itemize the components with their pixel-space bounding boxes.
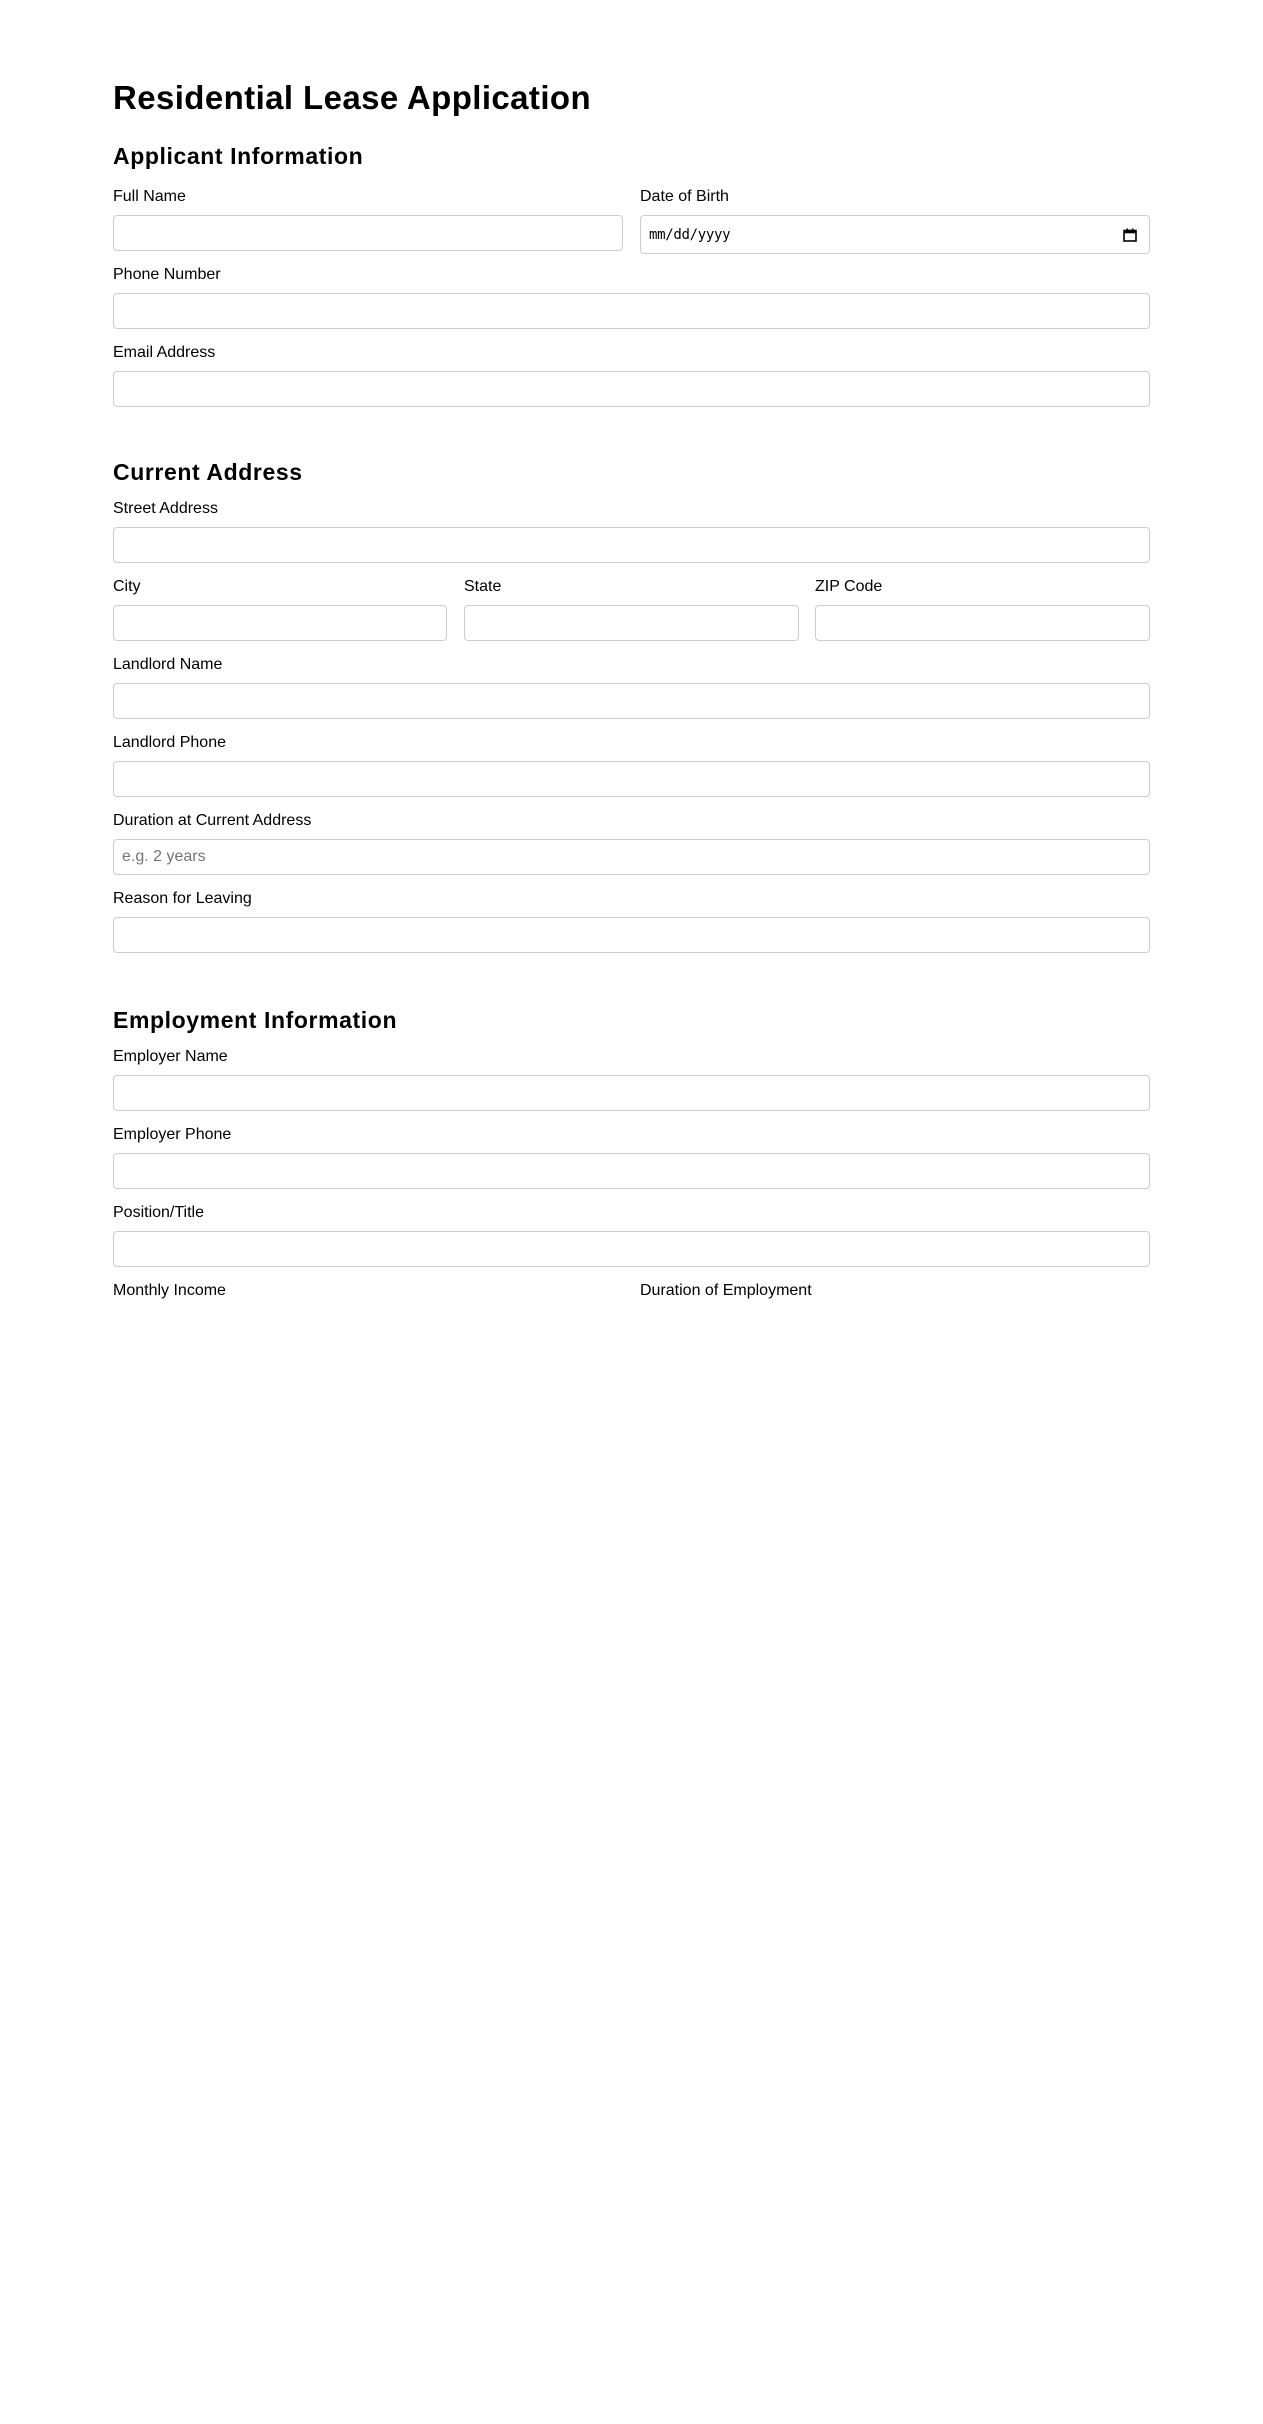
email-address-label: Email Address <box>113 344 216 361</box>
section-title-current-address: Current Address <box>113 459 303 485</box>
section-current-address <box>113 458 1150 486</box>
landlord-name-input[interactable] <box>113 683 1150 719</box>
duration-of-employment-label: Duration of Employment <box>640 1282 812 1299</box>
field-employer-phone <box>113 1125 1150 1145</box>
field-employer-name <box>113 1047 1150 1067</box>
section-title-employment: Employment Information <box>113 1007 398 1033</box>
duration-at-address-label: Duration at Current Address <box>113 812 312 829</box>
field-landlord-name <box>113 655 1150 675</box>
field-date-of-birth <box>640 187 1150 243</box>
zip-code-label: ZIP Code <box>815 578 883 595</box>
field-phone-number <box>113 265 1150 285</box>
page-title: Residential Lease Application <box>113 79 591 116</box>
state-input[interactable] <box>464 605 799 641</box>
employer-phone-label: Employer Phone <box>113 1126 232 1143</box>
field-reason-for-leaving <box>113 889 1150 909</box>
field-landlord-phone <box>113 733 1150 753</box>
phone-number-label: Phone Number <box>113 266 221 283</box>
section-employment-information <box>113 1006 1150 1034</box>
position-title-input[interactable] <box>113 1231 1150 1267</box>
full-name-label: Full Name <box>113 188 186 205</box>
city-input[interactable] <box>113 605 447 641</box>
field-email-address <box>113 343 1150 363</box>
landlord-name-label: Landlord Name <box>113 656 223 673</box>
landlord-phone-label: Landlord Phone <box>113 734 226 751</box>
reason-for-leaving-label: Reason for Leaving <box>113 890 252 907</box>
street-address-label: Street Address <box>113 500 218 517</box>
section-title-applicant: Applicant Information <box>113 143 364 169</box>
position-title-label: Position/Title <box>113 1204 204 1221</box>
date-of-birth-input[interactable] <box>640 215 1150 254</box>
field-street-address <box>113 499 1150 519</box>
city-label: City <box>113 578 141 595</box>
monthly-income-label: Monthly Income <box>113 1282 226 1299</box>
reason-for-leaving-input[interactable] <box>113 917 1150 953</box>
field-full-name <box>113 187 623 207</box>
field-duration-at-address <box>113 811 1150 831</box>
date-format-placeholder: mm/dd/yyyy <box>649 226 731 243</box>
field-duration-of-employment <box>640 1281 1150 1299</box>
date-of-birth-label: Date of Birth <box>640 188 729 205</box>
field-state <box>464 577 799 597</box>
field-city <box>113 577 447 597</box>
state-label: State <box>464 578 502 595</box>
section-applicant-information <box>113 142 1150 170</box>
field-zip-code <box>815 577 1150 597</box>
landlord-phone-input[interactable] <box>113 761 1150 797</box>
street-address-input[interactable] <box>113 527 1150 563</box>
full-name-input[interactable] <box>113 215 623 251</box>
calendar-icon[interactable] <box>1123 228 1137 242</box>
employer-name-label: Employer Name <box>113 1048 228 1065</box>
field-position-title <box>113 1203 1150 1223</box>
phone-number-input[interactable] <box>113 293 1150 329</box>
field-monthly-income <box>113 1281 623 1299</box>
duration-at-address-input[interactable] <box>113 839 1150 875</box>
zip-code-input[interactable] <box>815 605 1150 641</box>
email-address-input[interactable] <box>113 371 1150 407</box>
employer-phone-input[interactable] <box>113 1153 1150 1189</box>
employer-name-input[interactable] <box>113 1075 1150 1111</box>
